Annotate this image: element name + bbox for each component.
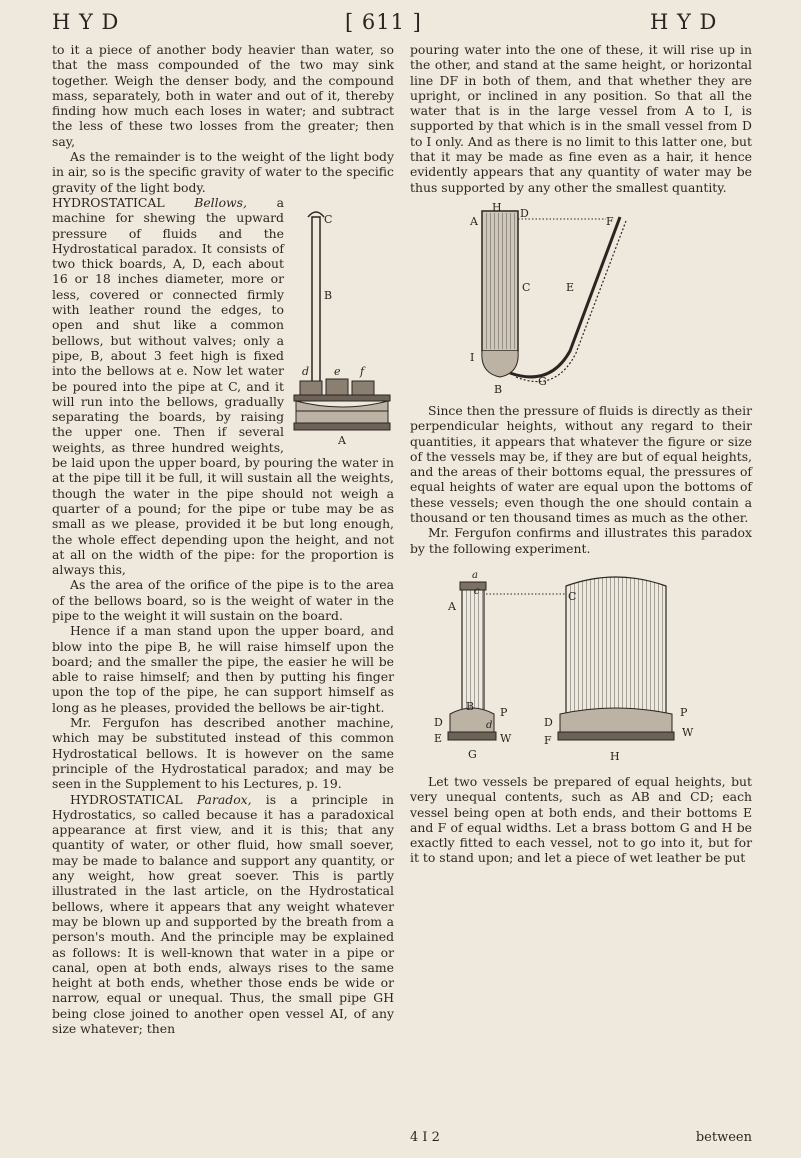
entry-body: a machine for shewing the upward pressure of fluids and the Hydrostatical paradox. It consists of two thick boards, A, D, each about 16 or 18 inches diameter, more or less, covered or connected firmly with leather round the edges, to open and shut like a common bellows, but without valves; only a pipe, B, about 3 feet high is fixed into the bellows at e. Now let water be poured into the pipe at C, and it will run into the bellows, gradually separating the boards, by raising the upper one. Then if several weights, as three hundred weights, be laid upon the upper board, by pouring the water in at the pipe till it be full, it will sustain all the weights, though the water in the pipe should not weigh a quarter of a pound; for the pipe or tube may be as small as we please, provided it be but long enough, the whole effect depending upon the height, and not at all on the width of the pipe: for the proportion is always this,	[52, 194, 394, 578]
label-F: F	[544, 733, 552, 747]
label-E: E	[434, 731, 443, 745]
label-A: A	[338, 433, 346, 447]
catchword: between	[695, 1130, 752, 1145]
label-G: G	[468, 747, 477, 761]
paragraph: Since then the pressure of fluids is directly as their perpendicular heights, without any regard to their quantities, it appears that whatever the figure or size of the vessels may be, if they are but of equal heights, and the areas of their bottoms equal, the pressures of equal heights of water are equal upon the bottoms of these vessels; even though the one should contain a thousand or ten thousand times as much as the other.	[410, 402, 752, 526]
label-C: C	[568, 589, 577, 603]
label-P: P	[500, 705, 508, 719]
entry-heading: HYDROSTATICAL	[52, 194, 165, 210]
bellows-figure	[290, 199, 394, 447]
label-e: e	[334, 364, 341, 378]
paragraph: Let two vessels be prepared of equal heights, but very unequal contents, such as AB and CD; each vessel being open at both ends, and their bottoms E and F of equal widths. Let a brass bottom G and H be exactly fitted to each vessel, not to go into it, but for it to stand upon; and let a piece of wet leather be put	[410, 773, 752, 866]
label-a: a	[472, 569, 478, 581]
entry-heading: HYDROSTATICAL	[70, 791, 183, 807]
label-F: F	[606, 214, 614, 228]
label-G: G	[538, 374, 547, 388]
label-P-right: P	[680, 705, 688, 719]
paragraph: Hence if a man stand upon the upper board, and blow into the pipe B, he will raise himself upon the board; and the smaller the pipe, the easier he will be able to raise himself; and then by putting his finger upon the top of the pipe, he can support himself as long as he pleases, provided the bellows be air-tight.	[52, 623, 394, 715]
label-D: D	[520, 206, 529, 220]
label-d: d	[302, 364, 310, 378]
label-A: A	[448, 599, 456, 613]
entry-heading-italic: Paradox,	[196, 791, 252, 807]
label-f: f	[360, 364, 365, 378]
label-A: A	[470, 214, 478, 228]
label-c: c	[474, 585, 480, 597]
label-D-right: D	[544, 715, 553, 729]
label-I: I	[470, 350, 475, 364]
header-left: H Y D	[52, 10, 120, 34]
paragraph: As the remainder is to the weight of the light body in air, so is the specific gravity of water to the specific gravity of the light body.	[52, 149, 394, 195]
header-right: H Y D	[650, 10, 718, 34]
paragraph: Mr. Fergufon has described another machine, which may be substituted instead of this common Hydrostatical bellows. It is however on the same principle of the Hydrostatical paradox; and may be seen in the Supplement to his Lectures, p. 19.	[52, 715, 394, 792]
bellows-entry	[52, 195, 394, 577]
label-C: C	[324, 212, 333, 226]
label-H: H	[610, 749, 620, 763]
signature-mark: 4 I 2	[410, 1130, 440, 1145]
label-E: E	[566, 280, 575, 294]
label-B: B	[466, 699, 475, 713]
paragraph: pouring water into the one of these, it will rise up in the other, and stand at the same height, or horizontal line DF in both of them, and that whether they are upright, or inclined in any position. So that all the water that is in the large vessel from A to I, is supported by that which is in the small vessel from D to I only. And as there is no limit to this latter one, but that it may be made as fine even as a hair, it hence evidently appears that any quantity of water may be thus supported by any other the smallest quantity.	[410, 42, 752, 195]
label-D: D	[434, 715, 443, 729]
label-H: H	[492, 200, 502, 214]
right-column	[410, 42, 752, 866]
experiment-figure	[410, 564, 752, 768]
entry-body: is a principle in Hydrostatics, so called because it has a paradoxical appearance at first view, and it is this; that any quantity of water, or other fluid, how small soever, may be made to balance and support any quantity, or any weight, how great soever. This is partly illustrated in the last article, on the Hydrostatical bellows, where it appears that any weight whatever may be blown up and supported by the breath from a person's mouth. And the principle may be explained as follows: It is well-known that water in a pipe or canal, open at both ends, always rises to the same height at both ends, whether those ends be wide or narrow, equal or unequal. Thus, the small pipe GH being close joined to another open vessel AI, of any size whatever; then	[52, 791, 394, 1036]
label-C: C	[522, 280, 531, 294]
label-B: B	[324, 288, 333, 302]
label-B: B	[494, 382, 503, 396]
label-W: W	[500, 731, 512, 745]
folio: [ 611 ]	[345, 10, 422, 34]
running-header	[0, 4, 801, 40]
vessels-figure	[410, 201, 752, 397]
entry-heading-italic: Bellows,	[194, 194, 247, 210]
paragraph: As the area of the orifice of the pipe is to the area of the bellows board, so is the weight of water in the pipe to the weight it will sustain on the board.	[52, 577, 394, 623]
label-d: d	[486, 719, 493, 731]
paradox-entry	[52, 792, 394, 1037]
paragraph: Mr. Fergufon confirms and illustrates this paradox by the following experiment.	[410, 525, 752, 556]
paragraph: to it a piece of another body heavier than water, so that the mass compounded of the two may sink together. Weigh the denser body, and the compound mass, separately, both in water and out of it, thereby finding how much each loses in water; and subtract the less of these two losses from the greater; then say,	[52, 42, 394, 149]
left-column	[52, 42, 394, 1036]
label-W-right: W	[682, 725, 694, 739]
